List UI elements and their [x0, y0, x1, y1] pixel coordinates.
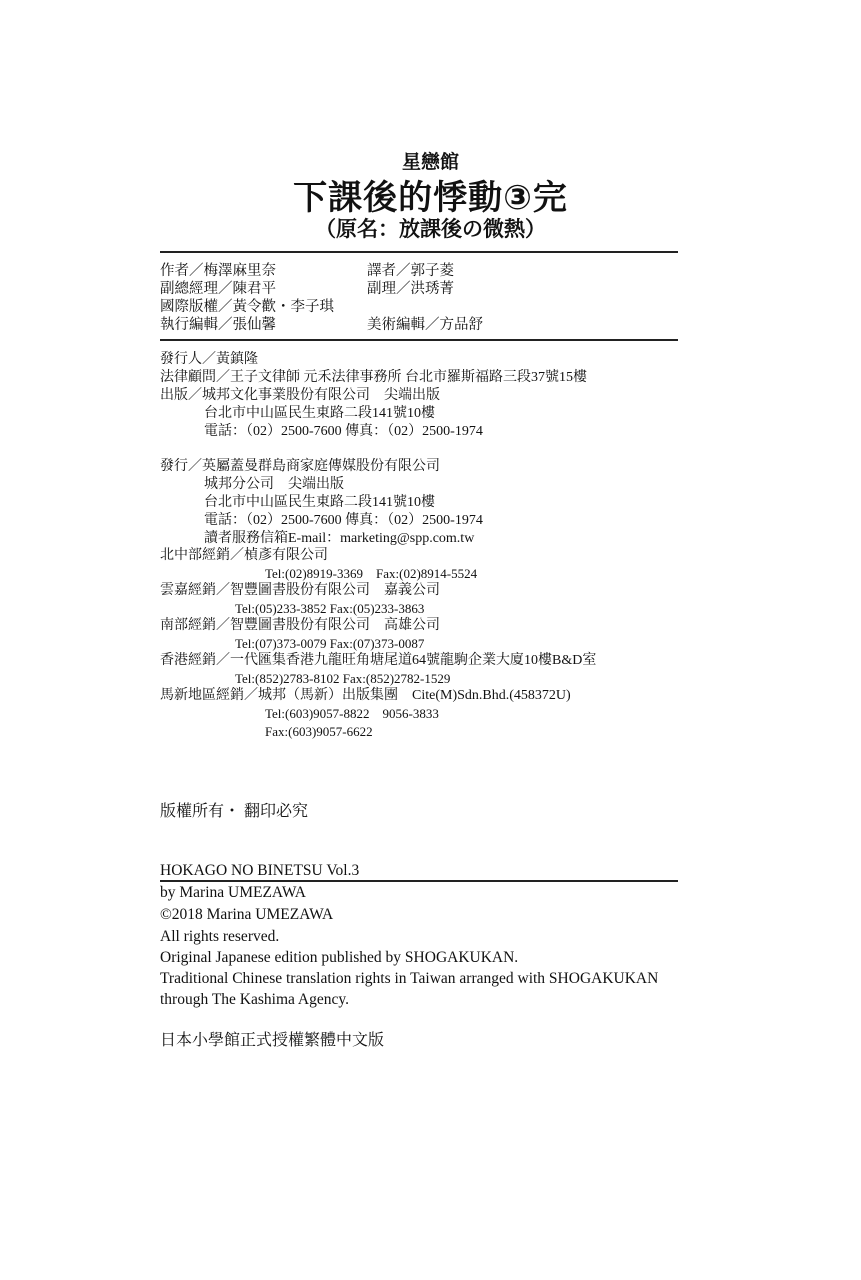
- original-title: （原名：放課後の微熱）: [315, 217, 546, 241]
- distributor-branch: 城邦分公司 尖端出版: [204, 477, 344, 492]
- english-copyright: ©2018 Marina UMEZAWA: [160, 906, 334, 923]
- malaysia-distributor: 馬新地區經銷／城邦（馬新）出版集團 Cite(M)Sdn.Bhd.(458372U): [160, 688, 571, 703]
- south-distributor-tel: Tel:(07)373-0079 Fax:(07)373-0087: [235, 636, 425, 651]
- reader-service-email: 讀者服務信箱E-mail：marketing@spp.com.tw: [204, 531, 475, 546]
- issuer: 發行人／黃鎮隆: [160, 352, 258, 367]
- english-title: HOKAGO NO BINETSU Vol.3: [160, 862, 360, 879]
- malaysia-distributor-fax: Fax:(603)9057-6622: [265, 724, 373, 739]
- english-author: by Marina UMEZAWA: [160, 884, 306, 901]
- publisher-address: 台北市中山區民生東路二段141號10樓: [204, 406, 435, 421]
- copyright-notice: 版權所有・ 翻印必究: [160, 803, 309, 820]
- credit-author: 作者／梅澤麻里奈: [160, 263, 276, 279]
- english-agency: through The Kashima Agency.: [160, 991, 349, 1008]
- credit-art-editor: 美術編輯／方品舒: [367, 317, 483, 333]
- north-distributor-tel: Tel:(02)8919-3369 Fax:(02)8914-5524: [265, 566, 478, 581]
- english-translation-rights: Traditional Chinese translation rights in Taiwan arranged with SHOGAKUKAN: [160, 970, 659, 987]
- south-distributor: 南部經銷／智豐圖書股份有限公司 高雄公司: [160, 618, 440, 633]
- publisher-name: 出版／城邦文化事業股份有限公司 尖端出版: [160, 388, 440, 403]
- credit-deputy-gm: 副總經理／陳君平: [160, 281, 276, 297]
- credit-translator: 譯者／郭子菱: [367, 263, 454, 279]
- chiayi-distributor: 雲嘉經銷／智豐圖書股份有限公司 嘉義公司: [160, 583, 440, 598]
- credit-deputy-manager: 副理／洪琇菁: [367, 281, 454, 297]
- distributor-address: 台北市中山區民生東路二段141號10樓: [204, 495, 435, 510]
- book-title: 下課後的悸動③完: [293, 178, 568, 218]
- english-original-edition: Original Japanese edition published by SHOGAKUKAN.: [160, 949, 519, 966]
- legal-counsel: 法律顧問／王子文律師 元禾法律事務所 台北市羅斯福路三段37號15樓: [160, 370, 587, 385]
- authorized-edition-note: 日本小學館正式授權繁體中文版: [160, 1032, 385, 1049]
- malaysia-distributor-tel: Tel:(603)9057-8822 9056-3833: [265, 706, 439, 721]
- credit-executive-editor: 執行編輯／張仙馨: [160, 317, 276, 333]
- north-distributor: 北中部經銷／楨彥有限公司: [160, 548, 328, 563]
- divider-middle: [160, 339, 678, 341]
- divider-top: [160, 251, 678, 253]
- distributor: 發行／英屬蓋曼群島商家庭傳媒股份有限公司: [160, 459, 440, 474]
- publisher-imprint: 星戀館: [401, 151, 459, 173]
- distributor-phone: 電話：（02）2500-7600 傳真：（02）2500-1974: [204, 513, 483, 528]
- hongkong-distributor-tel: Tel:(852)2783-8102 Fax:(852)2782-1529: [235, 671, 451, 686]
- chiayi-distributor-tel: Tel:(05)233-3852 Fax:(05)233-3863: [235, 601, 425, 616]
- publisher-phone: 電話：（02）2500-7600 傳真：（02）2500-1974: [204, 424, 483, 439]
- english-rights: All rights reserved.: [160, 928, 280, 945]
- credit-intl-rights: 國際版權／黃令歡・李子琪: [160, 299, 334, 315]
- hongkong-distributor: 香港經銷／一代匯集香港九龍旺角塘尾道64號龍駒企業大廈10樓B&D室: [160, 653, 597, 668]
